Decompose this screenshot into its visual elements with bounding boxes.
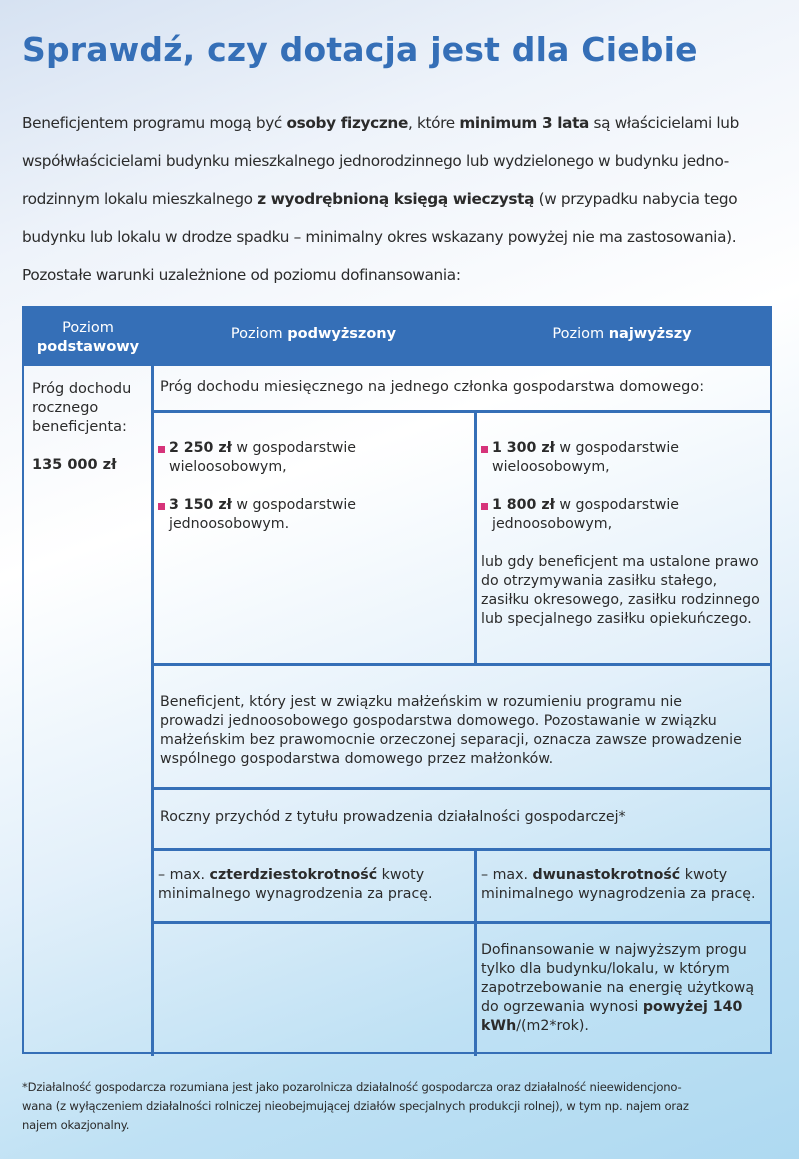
highest-energy-note: Dofinansowanie w najwyższym progu tylko dla budynku/lokalu, w którym zapotrzebowanie na energię użytkową do ogrzewania wynosi powyżej 140 kWh/(m2*rok). [481, 942, 755, 1034]
business-increased-cell: – max. czterdziestokrotność kwoty minimalnego wynagrodzenia za pracę. [158, 867, 433, 902]
monthly-income-label: Próg dochodu miesięcznego na jednego członka gospodarstwa domowego: [160, 379, 705, 395]
divider [474, 848, 477, 1056]
highest-thresholds-cell [481, 439, 761, 629]
benefit-alternative-text: lub gdy beneficjent ma ustalone prawo do otrzymywania zasiłku stałego, zasiłku okresowego, zasiłku rodzinnego lub specjalnego zasiłku opiekuńczego. [481, 554, 760, 627]
header-basic-level: Poziom podstawowy [36, 320, 140, 355]
eligibility-table [22, 306, 772, 1054]
intro-line: współwłaścicielami budynku mieszkalnego jednorodzinnego lub wydzielonego w budynku jedno- [22, 152, 729, 170]
threshold-bullet: 2 250 zł w gospodarstwie wieloosobowym, [158, 439, 468, 477]
footnote: *Działalność gospodarcza rozumiana jest jako pozarolnicza działalność gospodarcza oraz działalność nieewidencjono- wana (z wyłączeniem działalności rolniczej nieobejmującej działów specjalnych produkcji rolnej), w tym np. najem oraz najem okazjonalny. [22, 1080, 689, 1132]
divider [151, 663, 772, 666]
header-increased-level: Poziom podwyższony [230, 326, 397, 342]
intro-paragraph [22, 104, 782, 294]
threshold-bullet: 3 150 zł w gospodarstwie jednoosobowym. [158, 496, 468, 534]
business-income-label: Roczny przychód z tytułu prowadzenia działalności gospodarczej* [160, 809, 626, 825]
basic-income-amount: 135 000 zł [32, 457, 117, 473]
intro-line: Pozostałe warunki uzależnione od poziomu dofinansowania: [22, 266, 461, 284]
business-highest-cell: – max. dwunastokrotność kwoty minimalnego wynagrodzenia za pracę. [481, 867, 756, 902]
table-header [24, 308, 770, 366]
page-title: Sprawdź, czy dotacja jest dla Ciebie [22, 30, 698, 69]
threshold-bullet: 1 300 zł w gospodarstwie wieloosobowym, [481, 439, 681, 477]
divider [151, 787, 772, 790]
marriage-note: Beneficjent, który jest w związku małżeńskim w rozumieniu programu nie prowadzi jednoosobowego gospodarstwa domowego. Pozostawanie w związku małżeńskim bez prawomocnie orzeczonej separacji, oznacza zawsze prowadzenie wspólnego gospodarstwa domowego przez małżonków. [160, 694, 742, 767]
header-highest-level: Poziom najwyższy [552, 326, 692, 342]
intro-line: budynku lub lokalu w drodze spadku – minimalny okres wskazany powyżej nie ma zastosowania). [22, 228, 737, 246]
intro-line: rodzinnym lokalu mieszkalnego z wyodrębnioną księgą wieczystą (w przypadku nabycia tego [22, 190, 738, 208]
divider [151, 921, 772, 924]
divider [151, 848, 772, 851]
basic-level-income-cell [32, 380, 150, 475]
divider [151, 410, 772, 413]
basic-income-label: Próg dochodu rocznego beneficjenta: [32, 381, 132, 435]
divider [474, 411, 477, 665]
intro-line: Beneficjentem programu mogą być osoby fizyczne, które minimum 3 lata są właścicielami lub [22, 114, 739, 132]
increased-thresholds-cell [158, 439, 468, 553]
threshold-bullet: 1 800 zł w gospodarstwie jednoosobowym, [481, 496, 681, 534]
divider [151, 366, 154, 1056]
